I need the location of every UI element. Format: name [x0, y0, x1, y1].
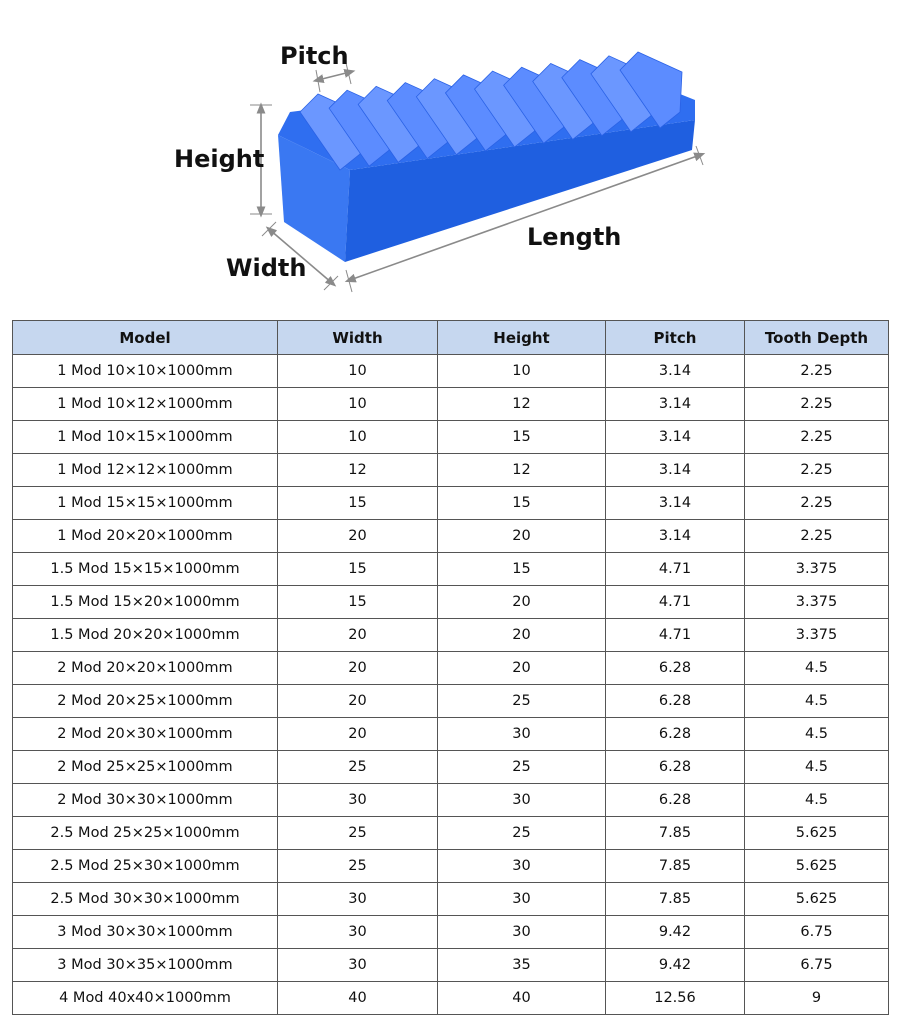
table-row [13, 652, 889, 685]
cell-width: 40 [278, 982, 438, 1015]
table-body [13, 355, 889, 1015]
cell-height: 20 [438, 619, 606, 652]
table-row [13, 751, 889, 784]
cell-tooth-depth: 4.5 [745, 652, 889, 685]
cell-height: 20 [438, 520, 606, 553]
cell-width: 20 [278, 619, 438, 652]
gear-rack-illustration [0, 0, 900, 310]
cell-height: 30 [438, 850, 606, 883]
table-row [13, 421, 889, 454]
table-row [13, 586, 889, 619]
cell-model: 2.5 Mod 25×30×1000mm [13, 850, 278, 883]
header-pitch: Pitch [606, 321, 745, 355]
cell-tooth-depth: 3.375 [745, 586, 889, 619]
cell-pitch: 7.85 [606, 817, 745, 850]
cell-height: 12 [438, 454, 606, 487]
cell-pitch: 7.85 [606, 883, 745, 916]
cell-height: 20 [438, 586, 606, 619]
cell-tooth-depth: 2.25 [745, 421, 889, 454]
cell-tooth-depth: 5.625 [745, 883, 889, 916]
height-label: Height [174, 145, 265, 173]
cell-model: 2 Mod 20×30×1000mm [13, 718, 278, 751]
specification-table [12, 320, 889, 1015]
cell-height: 25 [438, 751, 606, 784]
cell-height: 30 [438, 784, 606, 817]
cell-pitch: 4.71 [606, 586, 745, 619]
cell-model: 1 Mod 10×12×1000mm [13, 388, 278, 421]
width-label: Width [226, 254, 307, 282]
cell-width: 20 [278, 685, 438, 718]
cell-height: 30 [438, 883, 606, 916]
cell-height: 30 [438, 718, 606, 751]
cell-model: 2 Mod 20×25×1000mm [13, 685, 278, 718]
cell-tooth-depth: 6.75 [745, 949, 889, 982]
cell-tooth-depth: 4.5 [745, 685, 889, 718]
cell-pitch: 3.14 [606, 487, 745, 520]
gear-rack-diagram [0, 0, 900, 310]
cell-width: 15 [278, 586, 438, 619]
cell-tooth-depth: 6.75 [745, 916, 889, 949]
cell-pitch: 6.28 [606, 751, 745, 784]
table-row [13, 949, 889, 982]
cell-width: 25 [278, 850, 438, 883]
cell-model: 1.5 Mod 20×20×1000mm [13, 619, 278, 652]
cell-height: 15 [438, 553, 606, 586]
table-row [13, 817, 889, 850]
cell-width: 15 [278, 487, 438, 520]
cell-pitch: 3.14 [606, 355, 745, 388]
cell-height: 30 [438, 916, 606, 949]
cell-tooth-depth: 4.5 [745, 718, 889, 751]
cell-pitch: 6.28 [606, 685, 745, 718]
table-row [13, 718, 889, 751]
cell-width: 30 [278, 883, 438, 916]
cell-tooth-depth: 4.5 [745, 751, 889, 784]
table-row [13, 883, 889, 916]
table-row [13, 916, 889, 949]
cell-pitch: 3.14 [606, 520, 745, 553]
cell-model: 2 Mod 25×25×1000mm [13, 751, 278, 784]
cell-model: 2.5 Mod 30×30×1000mm [13, 883, 278, 916]
cell-tooth-depth: 2.25 [745, 487, 889, 520]
cell-width: 30 [278, 949, 438, 982]
cell-width: 10 [278, 355, 438, 388]
cell-tooth-depth: 9 [745, 982, 889, 1015]
header-height: Height [438, 321, 606, 355]
header-tooth-depth: Tooth Depth [745, 321, 889, 355]
cell-pitch: 3.14 [606, 421, 745, 454]
cell-pitch: 6.28 [606, 718, 745, 751]
cell-model: 1 Mod 15×15×1000mm [13, 487, 278, 520]
cell-model: 2 Mod 30×30×1000mm [13, 784, 278, 817]
cell-tooth-depth: 5.625 [745, 817, 889, 850]
table-row [13, 619, 889, 652]
table-row [13, 388, 889, 421]
cell-height: 15 [438, 487, 606, 520]
cell-tooth-depth: 5.625 [745, 850, 889, 883]
table-row [13, 685, 889, 718]
length-label: Length [527, 223, 622, 251]
cell-pitch: 6.28 [606, 652, 745, 685]
pitch-label: Pitch [280, 42, 349, 70]
cell-pitch: 12.56 [606, 982, 745, 1015]
cell-tooth-depth: 3.375 [745, 619, 889, 652]
cell-tooth-depth: 2.25 [745, 520, 889, 553]
pitch-arrow [318, 72, 350, 80]
cell-height: 25 [438, 685, 606, 718]
cell-pitch: 7.85 [606, 850, 745, 883]
cell-tooth-depth: 3.375 [745, 553, 889, 586]
cell-height: 12 [438, 388, 606, 421]
cell-model: 1 Mod 20×20×1000mm [13, 520, 278, 553]
cell-model: 2 Mod 20×20×1000mm [13, 652, 278, 685]
cell-width: 20 [278, 652, 438, 685]
cell-width: 25 [278, 751, 438, 784]
header-model: Model [13, 321, 278, 355]
cell-width: 10 [278, 388, 438, 421]
cell-height: 20 [438, 652, 606, 685]
cell-model: 1.5 Mod 15×20×1000mm [13, 586, 278, 619]
cell-height: 15 [438, 421, 606, 454]
cell-model: 3 Mod 30×35×1000mm [13, 949, 278, 982]
table-header-row [13, 321, 889, 355]
cell-pitch: 9.42 [606, 949, 745, 982]
cell-height: 35 [438, 949, 606, 982]
table-row [13, 553, 889, 586]
table-row [13, 355, 889, 388]
cell-height: 10 [438, 355, 606, 388]
cell-pitch: 4.71 [606, 619, 745, 652]
cell-tooth-depth: 2.25 [745, 355, 889, 388]
table-row [13, 487, 889, 520]
cell-width: 25 [278, 817, 438, 850]
table-row [13, 454, 889, 487]
cell-model: 2.5 Mod 25×25×1000mm [13, 817, 278, 850]
cell-model: 1 Mod 12×12×1000mm [13, 454, 278, 487]
table-row [13, 982, 889, 1015]
cell-width: 30 [278, 916, 438, 949]
table-row [13, 520, 889, 553]
cell-pitch: 6.28 [606, 784, 745, 817]
header-width: Width [278, 321, 438, 355]
cell-model: 1 Mod 10×15×1000mm [13, 421, 278, 454]
cell-height: 25 [438, 817, 606, 850]
cell-pitch: 4.71 [606, 553, 745, 586]
cell-width: 20 [278, 520, 438, 553]
cell-model: 1 Mod 10×10×1000mm [13, 355, 278, 388]
cell-model: 4 Mod 40x40×1000mm [13, 982, 278, 1015]
cell-pitch: 3.14 [606, 454, 745, 487]
cell-width: 30 [278, 784, 438, 817]
cell-width: 10 [278, 421, 438, 454]
table-row [13, 784, 889, 817]
pitch-tick-left [316, 70, 320, 92]
cell-tooth-depth: 2.25 [745, 388, 889, 421]
cell-height: 40 [438, 982, 606, 1015]
cell-pitch: 9.42 [606, 916, 745, 949]
cell-width: 20 [278, 718, 438, 751]
cell-pitch: 3.14 [606, 388, 745, 421]
cell-model: 3 Mod 30×30×1000mm [13, 916, 278, 949]
length-tick-left [346, 270, 352, 292]
cell-tooth-depth: 4.5 [745, 784, 889, 817]
cell-tooth-depth: 2.25 [745, 454, 889, 487]
cell-model: 1.5 Mod 15×15×1000mm [13, 553, 278, 586]
table-row [13, 850, 889, 883]
cell-width: 15 [278, 553, 438, 586]
cell-width: 12 [278, 454, 438, 487]
